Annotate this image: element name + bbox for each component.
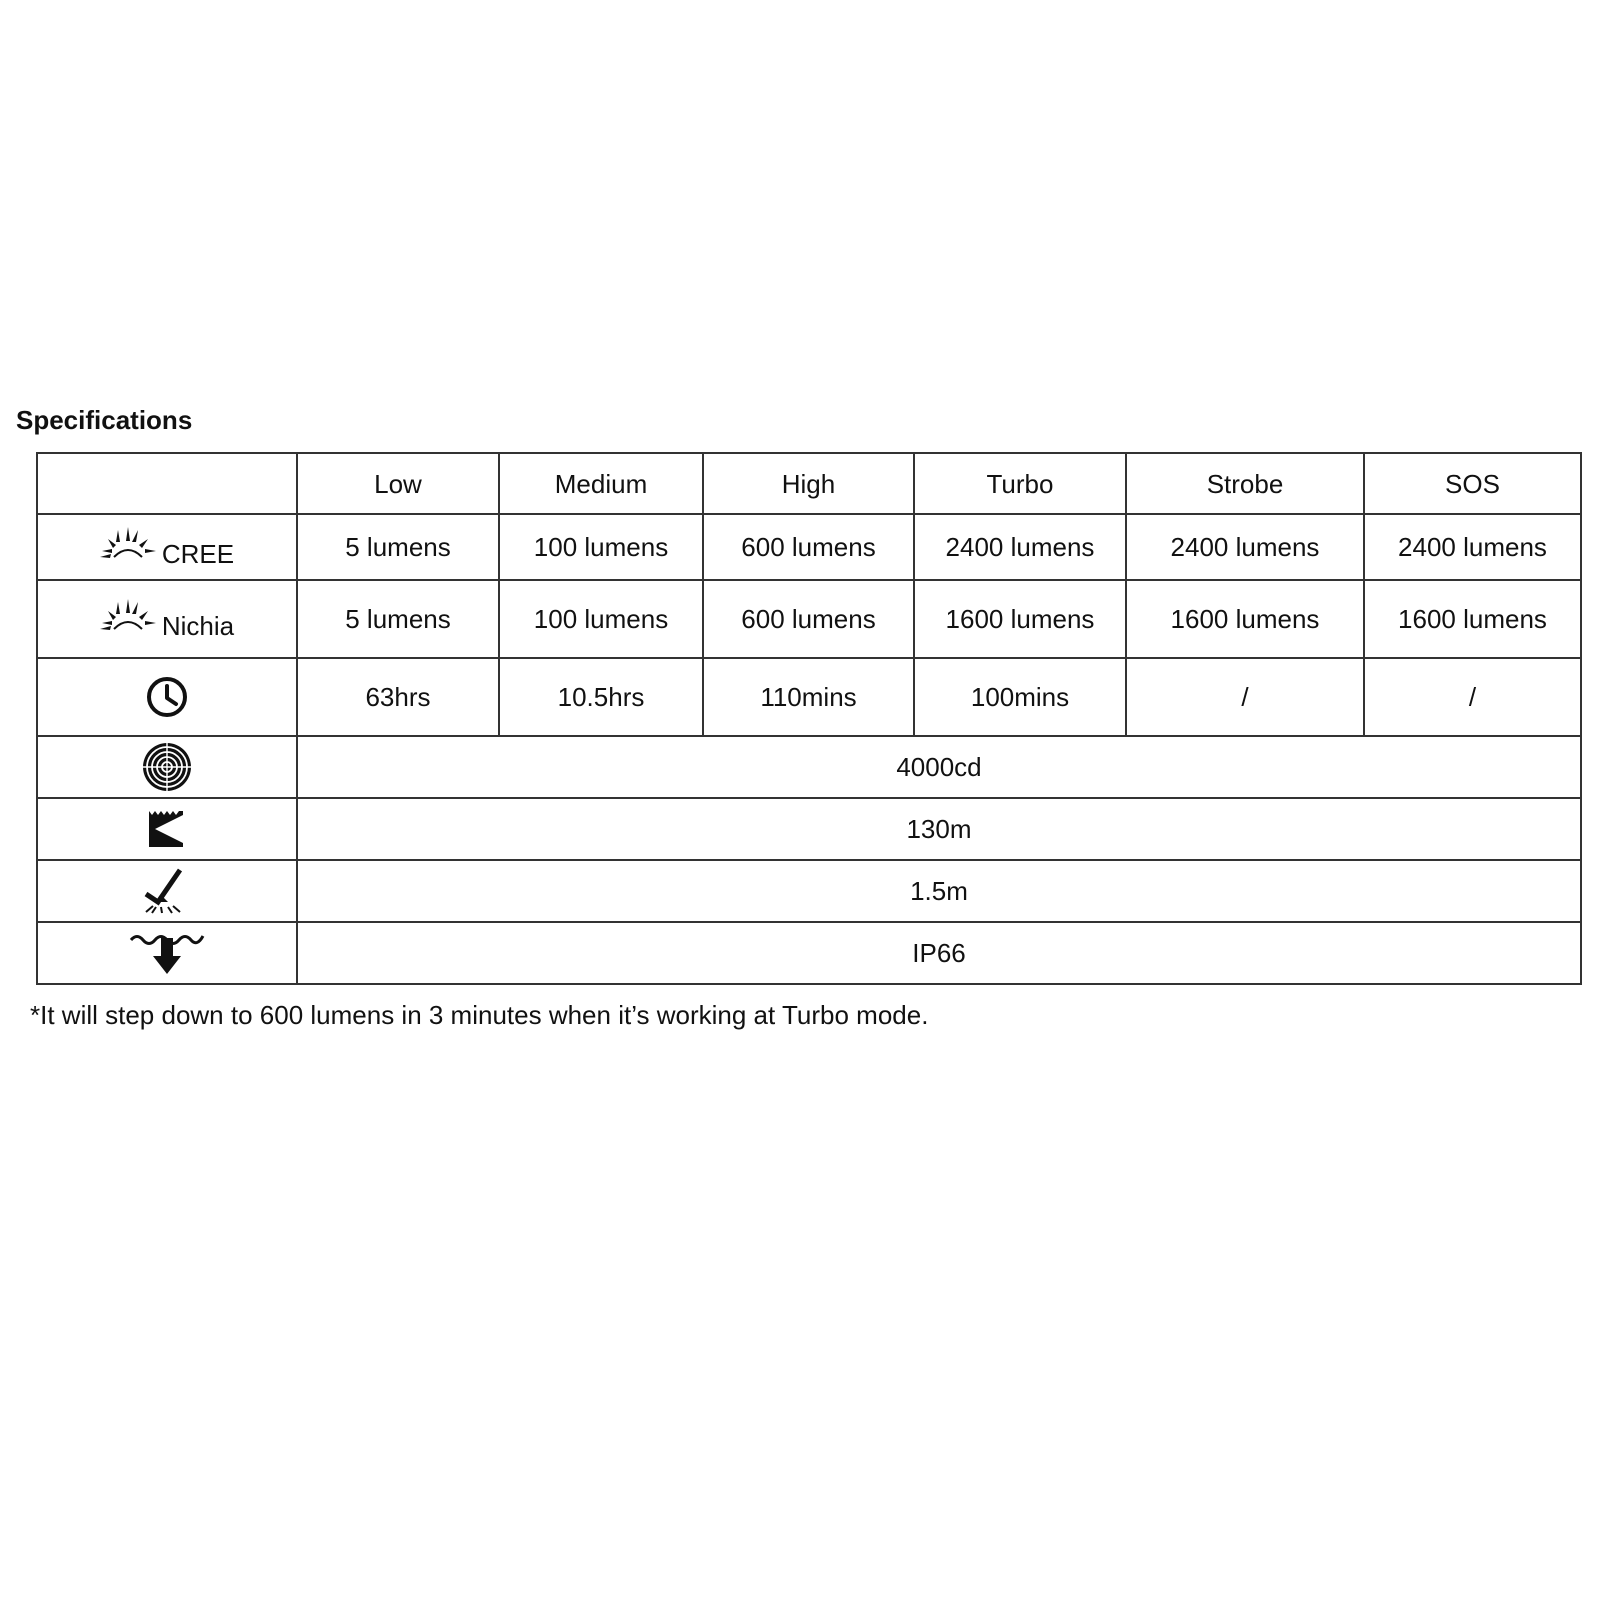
nichia-turbo: 1600 lumens xyxy=(914,580,1126,658)
nichia-sos: 1600 lumens xyxy=(1364,580,1581,658)
nichia-label-cell xyxy=(37,580,297,658)
header-cell-strobe: Strobe xyxy=(1126,453,1364,514)
intensity-label-cell xyxy=(37,736,297,798)
cree-label: CREE xyxy=(161,539,235,569)
cree-medium: 100 lumens xyxy=(499,514,703,580)
impact-resistance-row xyxy=(37,860,1581,922)
header-cell-high: High xyxy=(703,453,914,514)
led-burst-icon xyxy=(100,599,158,633)
header-cell-medium: Medium xyxy=(499,453,703,514)
cree-sos: 2400 lumens xyxy=(1364,514,1581,580)
runtime-strobe: / xyxy=(1126,658,1364,736)
cree-strobe: 2400 lumens xyxy=(1126,514,1364,580)
nichia-label: Nichia xyxy=(161,611,235,641)
header-cell-low: Low xyxy=(297,453,499,514)
waterproof-value: IP66 xyxy=(297,922,1581,984)
header-cell-empty xyxy=(37,453,297,514)
intensity-row xyxy=(37,736,1581,798)
nichia-medium: 100 lumens xyxy=(499,580,703,658)
runtime-turbo: 100mins xyxy=(914,658,1126,736)
nichia-low: 5 lumens xyxy=(297,580,499,658)
header-cell-turbo: Turbo xyxy=(914,453,1126,514)
impact-resistance-label-cell xyxy=(37,860,297,922)
header-row xyxy=(37,453,1581,514)
cree-turbo: 2400 lumens xyxy=(914,514,1126,580)
runtime-low: 63hrs xyxy=(297,658,499,736)
specifications-table xyxy=(36,452,1582,985)
clock-icon xyxy=(145,675,189,719)
runtime-high: 110mins xyxy=(703,658,914,736)
cree-label-cell xyxy=(37,514,297,580)
waterproof-icon xyxy=(129,930,205,976)
impact-resistance-value: 1.5m xyxy=(297,860,1581,922)
nichia-row xyxy=(37,580,1581,658)
header-cell-sos: SOS xyxy=(1364,453,1581,514)
beam-distance-value: 130m xyxy=(297,798,1581,860)
cree-low: 5 lumens xyxy=(297,514,499,580)
nichia-high: 600 lumens xyxy=(703,580,914,658)
section-title: Specifications xyxy=(16,405,193,435)
target-icon xyxy=(141,741,193,793)
runtime-row xyxy=(37,658,1581,736)
runtime-label-cell xyxy=(37,658,297,736)
intensity-value: 4000cd xyxy=(297,736,1581,798)
led-burst-icon xyxy=(100,527,158,561)
runtime-sos: / xyxy=(1364,658,1581,736)
beam-distance-icon xyxy=(147,809,187,849)
beam-distance-label-cell xyxy=(37,798,297,860)
beam-distance-row xyxy=(37,798,1581,860)
waterproof-label-cell xyxy=(37,922,297,984)
impact-resistance-icon xyxy=(142,868,192,914)
waterproof-row xyxy=(37,922,1581,984)
runtime-medium: 10.5hrs xyxy=(499,658,703,736)
cree-row xyxy=(37,514,1581,580)
footnote: *It will step down to 600 lumens in 3 minutes when it’s working at Turbo mode. xyxy=(30,1000,929,1030)
nichia-strobe: 1600 lumens xyxy=(1126,580,1364,658)
cree-high: 600 lumens xyxy=(703,514,914,580)
